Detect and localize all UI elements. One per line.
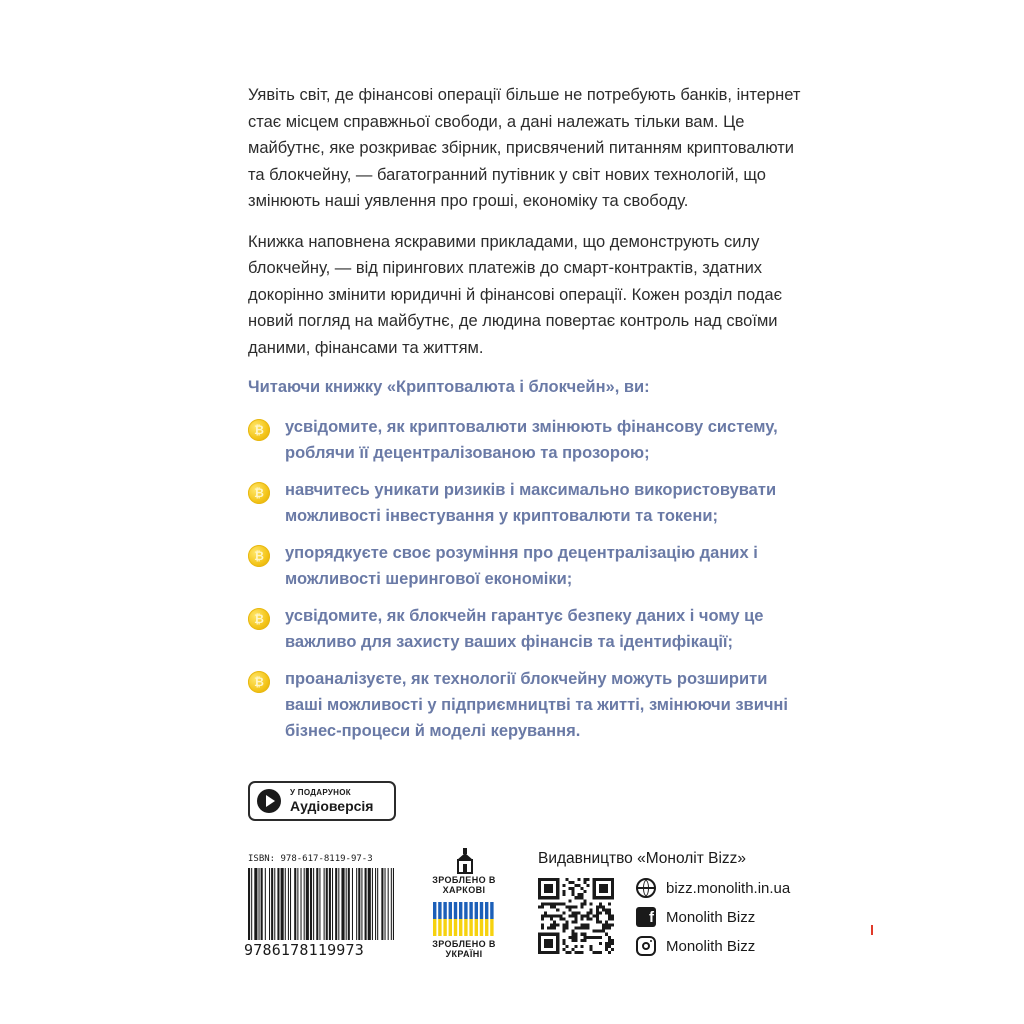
ukraine-flag-bars-icon xyxy=(433,902,495,936)
made-in-ukraine-label: ЗРОБЛЕНО В УКРАЇНІ xyxy=(432,939,496,959)
bitcoin-coin-icon: ₿ xyxy=(248,545,270,567)
bitcoin-coin-icon: ₿ xyxy=(248,419,270,441)
website-text: bizz.monolith.in.ua xyxy=(666,879,791,897)
bitcoin-coin-icon: ₿ xyxy=(248,671,270,693)
list-item-text: проаналізуєте, як технології блокчейну можуть розширити ваші можливості у підприємництві та житті, змінюючи звичні бізнес-процеси й моделі керування. xyxy=(285,670,788,740)
list-item xyxy=(248,414,808,466)
benefits-heading: Читаючи книжку «Криптовалюта і блокчейн», ви: xyxy=(248,378,650,396)
facebook-icon: f xyxy=(636,907,656,927)
list-item xyxy=(248,603,808,655)
list-item xyxy=(248,540,808,592)
edge-mark xyxy=(871,925,873,935)
barcode-digits: 9786178119973 xyxy=(244,941,364,959)
website-link[interactable] xyxy=(636,878,790,898)
instagram-text: Monolith Bizz xyxy=(666,937,756,955)
list-item xyxy=(248,666,808,744)
audio-badge-caption: У ПОДАРУНОК xyxy=(290,788,351,797)
made-in-kharkiv-label: ЗРОБЛЕНО В ХАРКОВІ xyxy=(432,875,496,895)
kharkiv-building-icon xyxy=(448,848,482,874)
benefits-list xyxy=(248,414,808,755)
instagram-icon xyxy=(636,936,656,956)
instagram-link[interactable] xyxy=(636,936,755,956)
list-item-text: усвідомите, як криптовалюти змінюють фінансову систему, роблячи її децентралізованою та прозорою; xyxy=(285,418,778,462)
facebook-link[interactable] xyxy=(636,907,755,927)
intro-paragraph-2: Книжка наповнена яскравими прикладами, що демонструють силу блокчейну, — від пірингових платежів до смарт-контрактів, здатних докорінно змінити юридичні й фінансові операції. Кожен розділ подає новий погляд на майбутнє, де людина повертає контроль над своїми даними, фінансами та життям. xyxy=(248,232,782,357)
isbn-label: ISBN: 978-617-8119-97-3 xyxy=(248,854,373,864)
list-item-text: усвідомите, як блокчейн гарантує безпеку даних і чому це важливо для захисту ваших фінансів та ідентифікації; xyxy=(285,607,764,651)
bitcoin-coin-icon: ₿ xyxy=(248,608,270,630)
list-item-text: навчитесь уникати ризиків і максимально використовувати можливості інвестування у криптовалюти та токени; xyxy=(285,481,777,525)
list-item-text: упорядкуєте своє розуміння про децентралізацію даних і можливості шерингової економіки; xyxy=(285,544,758,588)
intro-paragraph-1: Уявіть світ, де фінансові операції більше не потребують банків, інтернет стає місцем справжньої свободи, а дані належать тільки вам. Це майбутнє, яке розкриває збірник, присвячений питанням криптовалюти та блокчейну, — багатогранний путівник у світ нових технологій, що змінюють наші уявлення про гроші, економіку та свободу. xyxy=(248,86,801,210)
facebook-text: Monolith Bizz xyxy=(666,908,756,926)
barcode xyxy=(248,868,394,940)
list-item xyxy=(248,477,808,529)
play-icon xyxy=(257,789,281,813)
intro-text xyxy=(248,82,808,375)
publisher-name: Видавництво «Моноліт Bizz» xyxy=(538,850,747,867)
globe-icon xyxy=(636,878,656,898)
qr-code xyxy=(538,878,614,954)
bitcoin-coin-icon: ₿ xyxy=(248,482,270,504)
audio-badge-label: Аудіоверсія xyxy=(290,798,374,814)
audio-version-badge xyxy=(248,781,396,821)
